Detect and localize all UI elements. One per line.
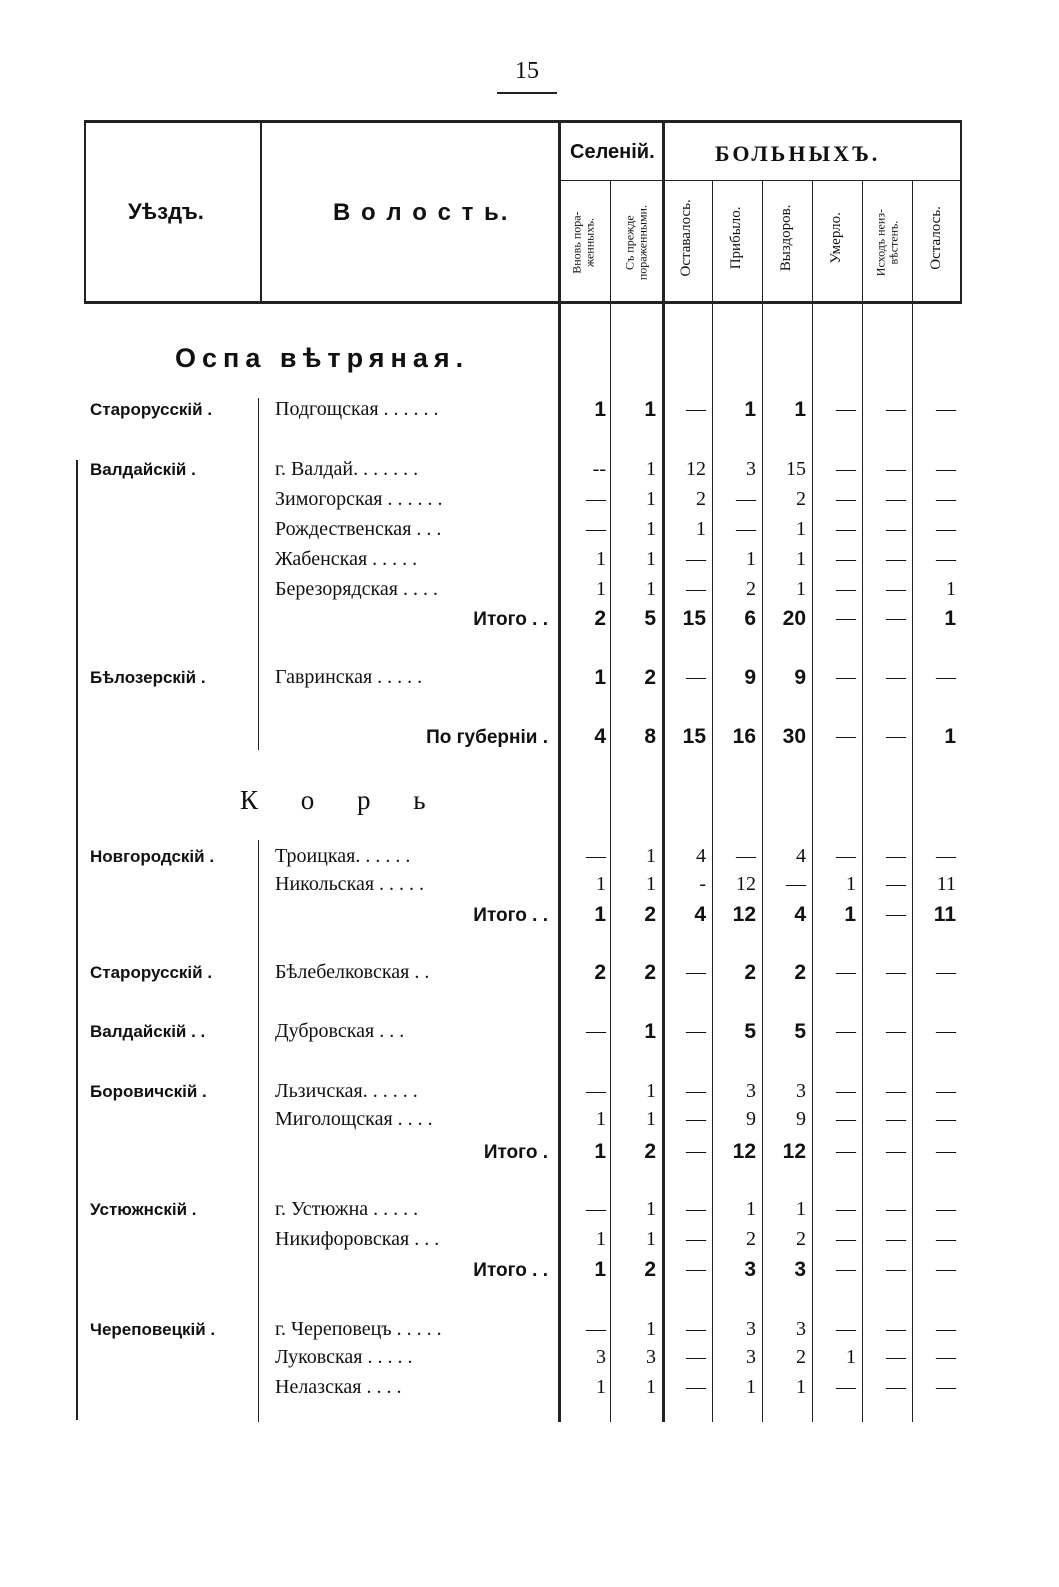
table-cell: —	[936, 1258, 956, 1280]
total-label: По губерніи .	[426, 727, 548, 748]
table-cell: —	[886, 1228, 906, 1250]
table-top-rule	[84, 120, 962, 123]
table-cell: 30	[782, 725, 806, 748]
volost-label: Дубровская . . .	[275, 1020, 405, 1042]
table-cell: —	[836, 961, 856, 983]
table-cell: —	[686, 1376, 706, 1398]
volost-label: Луковская . . . . .	[275, 1346, 413, 1368]
table-cell: 2	[644, 666, 656, 689]
table-cell: 11	[933, 903, 956, 926]
table-cell: 15	[682, 607, 706, 630]
volost-label: Никольская . . . . .	[275, 873, 425, 895]
table-cell: 1	[646, 1318, 656, 1340]
table-cell: 15	[682, 725, 706, 748]
column-header-7: Исходъ неиз- вѣстенъ.	[873, 208, 900, 277]
table-cell: —	[836, 1020, 856, 1042]
table-cell: 1	[646, 1198, 656, 1220]
table-cell: 1	[594, 903, 606, 926]
section-title-kor: К о р ь	[240, 785, 444, 815]
volost-label: Березорядская . . . .	[275, 578, 439, 600]
table-cell: —	[686, 666, 706, 688]
volost-label: Нелазская . . . .	[275, 1376, 402, 1398]
table-cell: 9	[794, 666, 806, 689]
table-cell: --	[592, 458, 606, 480]
header-volost: В о л о с т ь.	[333, 199, 510, 226]
table-cell: 1	[646, 488, 656, 510]
table-cell: —	[936, 458, 956, 480]
column-header-5: Выздоров.	[778, 204, 795, 272]
volost-label: г. Устюжна . . . . .	[275, 1198, 419, 1220]
volost-label: Никифоровская . . .	[275, 1228, 440, 1250]
table-cell: 1	[846, 1346, 856, 1368]
page-number-rule	[497, 92, 557, 94]
total-label: Итого . .	[473, 609, 548, 630]
table-cell: 4	[694, 903, 706, 926]
table-cell: 2	[696, 488, 706, 510]
column-divider	[862, 180, 863, 1422]
table-cell: —	[686, 1346, 706, 1368]
table-cell: —	[886, 1108, 906, 1130]
table-cell: 3	[796, 1080, 806, 1102]
table-cell: 2	[744, 961, 756, 984]
volost-label: Жабенская . . . . .	[275, 548, 418, 570]
table-cell: —	[586, 1080, 606, 1102]
table-cell: —	[736, 518, 756, 540]
table-cell: —	[936, 1080, 956, 1102]
table-cell: —	[686, 1198, 706, 1220]
table-cell: 3	[596, 1346, 606, 1368]
table-cell: 1	[594, 1140, 606, 1163]
table-cell: 3	[796, 1318, 806, 1340]
table-cell: 1	[696, 518, 706, 540]
table-cell: —	[836, 607, 856, 629]
column-header-8: Осталось.	[928, 206, 945, 270]
uezd-volost-divider	[260, 120, 262, 303]
section-title-ospa: Оспа вѣтряная.	[175, 343, 470, 373]
volost-data-divider	[558, 120, 561, 1422]
table-cell: 2	[644, 903, 656, 926]
table-cell: 3	[746, 458, 756, 480]
table-cell: 1	[746, 1198, 756, 1220]
table-cell: 3	[794, 1258, 806, 1281]
table-cell: —	[886, 1318, 906, 1340]
table-cell: 1	[796, 578, 806, 600]
table-cell: 1	[846, 873, 856, 895]
table-cell: 1	[796, 518, 806, 540]
column-header-1: Вновь пора- женныхъ.	[569, 211, 596, 274]
table-cell: —	[886, 1020, 906, 1042]
table-cell: 1	[596, 548, 606, 570]
volost-label: Миголощская . . . .	[275, 1108, 433, 1130]
table-cell: 12	[736, 873, 756, 895]
table-cell: 1	[744, 398, 756, 421]
table-cell: —	[886, 1080, 906, 1102]
table-cell: 1	[646, 873, 656, 895]
table-cell: —	[686, 578, 706, 600]
uezd-label: Бѣлозерскій .	[90, 668, 206, 687]
uezd-label: Новгородскій .	[90, 847, 215, 866]
column-header-4: Прибыло.	[728, 206, 745, 270]
table-cell: —	[886, 1346, 906, 1368]
table-cell: 9	[796, 1108, 806, 1130]
table-cell: —	[736, 845, 756, 867]
table-cell: —	[886, 607, 906, 629]
table-cell: —	[836, 1108, 856, 1130]
table-cell: —	[686, 1318, 706, 1340]
table-cell: 1	[646, 1228, 656, 1250]
table-cell: —	[836, 1140, 856, 1162]
table-cell: —	[936, 845, 956, 867]
table-cell: 1	[944, 607, 956, 630]
table-cell: —	[686, 1258, 706, 1280]
table-cell: 1	[644, 1020, 656, 1043]
table-cell: —	[586, 1198, 606, 1220]
table-cell: 12	[732, 903, 756, 926]
total-label: Итого .	[483, 1142, 548, 1163]
table-cell: —	[936, 1198, 956, 1220]
table-cell: 9	[746, 1108, 756, 1130]
table-cell: —	[936, 1346, 956, 1368]
volost-label: Рождественская . . .	[275, 518, 442, 540]
table-cell: —	[836, 518, 856, 540]
table-cell: —	[886, 1140, 906, 1162]
table-cell: —	[686, 548, 706, 570]
table-cell: —	[686, 398, 706, 420]
table-cell: —	[886, 518, 906, 540]
table-cell: —	[836, 1318, 856, 1340]
seleniy-rule	[560, 180, 962, 181]
table-cell: —	[886, 488, 906, 510]
table-cell: 5	[644, 607, 656, 630]
table-cell: —	[586, 1318, 606, 1340]
right-border	[960, 120, 962, 303]
table-cell: 1	[746, 1376, 756, 1398]
table-cell: 1	[646, 1080, 656, 1102]
table-cell: —	[936, 1140, 956, 1162]
table-cell: —	[936, 488, 956, 510]
table-cell: —	[886, 725, 906, 747]
table-cell: —	[936, 398, 956, 420]
table-cell: —	[836, 458, 856, 480]
table-cell: 1	[596, 1108, 606, 1130]
table-cell: —	[836, 1376, 856, 1398]
table-cell: —	[886, 1198, 906, 1220]
table-cell: —	[836, 488, 856, 510]
header-seleniy: Селеній.	[570, 141, 655, 163]
table-cell: —	[736, 488, 756, 510]
table-cell: 1	[794, 398, 806, 421]
table-cell: 1	[646, 548, 656, 570]
uezd-label: Старорусскій .	[90, 400, 213, 419]
table-cell: 8	[644, 725, 656, 748]
table-cell: 15	[786, 458, 806, 480]
table-cell: 1	[644, 398, 656, 421]
header-bottom-rule	[84, 301, 962, 304]
page-number: 15	[515, 58, 539, 84]
table-cell: 2	[746, 1228, 756, 1250]
table-cell: —	[586, 845, 606, 867]
table-cell: 11	[936, 873, 956, 895]
table-cell: 1	[594, 666, 606, 689]
table-cell: 16	[732, 725, 756, 748]
table-cell: 2	[594, 961, 606, 984]
table-cell: 2	[644, 1258, 656, 1281]
table-cell: —	[686, 1140, 706, 1162]
page-left-edge	[76, 460, 78, 1420]
table-cell: 1	[796, 548, 806, 570]
table-cell: —	[936, 548, 956, 570]
table-cell: 1	[596, 578, 606, 600]
table-cell: —	[936, 1318, 956, 1340]
table-cell: 1	[796, 1376, 806, 1398]
table-cell: 2	[796, 488, 806, 510]
table-cell: —	[836, 1228, 856, 1250]
column-divider	[610, 180, 611, 1422]
table-cell: 1	[594, 1258, 606, 1281]
uezd-label: Валдайскій .	[90, 460, 196, 479]
table-cell: 3	[746, 1318, 756, 1340]
table-cell: —	[886, 845, 906, 867]
header-uezd: Уѣздъ.	[128, 199, 204, 224]
table-cell: —	[936, 1020, 956, 1042]
volost-label: Льзичская. . . . . .	[275, 1080, 418, 1102]
table-cell: 2	[644, 1140, 656, 1163]
table-cell: 1	[946, 578, 956, 600]
column-header-2: Съ прежде пораженными.	[622, 205, 649, 281]
table-cell: —	[936, 518, 956, 540]
table-cell: —	[886, 903, 906, 925]
table-cell: 12	[732, 1140, 756, 1163]
table-cell: 1	[646, 458, 656, 480]
table-cell: 1	[596, 1228, 606, 1250]
column-header-6: Умерло.	[828, 212, 845, 264]
table-cell: —	[686, 1228, 706, 1250]
table-cell: 4	[794, 903, 806, 926]
table-cell: —	[886, 578, 906, 600]
table-cell: 12	[782, 1140, 806, 1163]
left-border	[84, 120, 86, 303]
table-cell: —	[836, 1198, 856, 1220]
table-cell: 1	[596, 873, 606, 895]
table-cell: —	[936, 1108, 956, 1130]
volost-label: г. Череповецъ . . . . .	[275, 1318, 442, 1340]
table-cell: 2	[796, 1346, 806, 1368]
table-cell: —	[586, 488, 606, 510]
uezd-label: Устюжнскій .	[90, 1200, 197, 1219]
table-cell: —	[836, 1080, 856, 1102]
table-cell: 1	[594, 398, 606, 421]
table-cell: —	[686, 1108, 706, 1130]
table-cell: —	[886, 548, 906, 570]
table-cell: —	[886, 458, 906, 480]
table-cell: —	[686, 1080, 706, 1102]
volost-label: Бѣлебелковская . .	[275, 961, 430, 983]
table-cell: —	[686, 1020, 706, 1042]
column-divider	[762, 180, 763, 1422]
column-divider	[912, 180, 913, 1422]
table-cell: 3	[646, 1346, 656, 1368]
table-cell: 2	[644, 961, 656, 984]
table-cell: 1	[646, 578, 656, 600]
table-cell: 3	[746, 1080, 756, 1102]
uezd-label: Череповецкій .	[90, 1320, 216, 1339]
table-cell: —	[836, 845, 856, 867]
uezd-label: Валдайскій . .	[90, 1022, 206, 1041]
table-cell: 9	[744, 666, 756, 689]
table-cell: —	[836, 578, 856, 600]
table-cell: 2	[796, 1228, 806, 1250]
column-divider	[712, 180, 713, 1422]
table-cell: -	[699, 873, 706, 895]
table-cell: —	[586, 1020, 606, 1042]
table-cell: 3	[744, 1258, 756, 1281]
body-left-divider	[258, 398, 259, 750]
volost-label: Гавринская . . . . .	[275, 666, 423, 688]
table-cell: 6	[744, 607, 756, 630]
uezd-label: Старорусскій .	[90, 963, 213, 982]
uezd-label: Боровичскій .	[90, 1082, 207, 1101]
table-cell: 1	[796, 1198, 806, 1220]
total-label: Итого . .	[473, 1260, 548, 1281]
table-cell: —	[886, 398, 906, 420]
header-bolnykh: БОЛЬНЫХЪ.	[715, 141, 881, 166]
table-cell: —	[886, 961, 906, 983]
table-cell: —	[936, 961, 956, 983]
table-cell: 1	[944, 725, 956, 748]
body-left-divider-2	[258, 840, 259, 1422]
volost-label: Подгощская . . . . . .	[275, 398, 439, 420]
table-cell: —	[886, 1258, 906, 1280]
table-cell: —	[836, 1258, 856, 1280]
seleniy-bolnykh-divider	[662, 120, 665, 1422]
table-cell: —	[836, 398, 856, 420]
table-cell: 1	[646, 1376, 656, 1398]
table-cell: 1	[844, 903, 856, 926]
volost-label: Зимогорская . . . . . .	[275, 488, 443, 510]
table-cell: —	[886, 666, 906, 688]
table-cell: 4	[696, 845, 706, 867]
table-cell: —	[786, 873, 806, 895]
table-cell: 5	[744, 1020, 756, 1043]
table-cell: —	[586, 518, 606, 540]
table-cell: 2	[746, 578, 756, 600]
column-header-3: Оставалось.	[678, 199, 695, 277]
table-cell: —	[836, 725, 856, 747]
table-cell: —	[886, 873, 906, 895]
table-cell: 4	[594, 725, 606, 748]
table-cell: 1	[646, 1108, 656, 1130]
column-divider	[812, 180, 813, 1422]
table-cell: 20	[782, 607, 806, 630]
table-cell: 3	[746, 1346, 756, 1368]
table-cell: —	[936, 1376, 956, 1398]
total-label: Итого . .	[473, 905, 548, 926]
table-cell: 4	[796, 845, 806, 867]
table-cell: —	[836, 548, 856, 570]
table-cell: 1	[646, 845, 656, 867]
table-cell: —	[936, 1228, 956, 1250]
table-cell: 1	[646, 518, 656, 540]
volost-label: Троицкая. . . . . .	[275, 845, 411, 867]
volost-label: г. Валдай. . . . . . .	[275, 458, 419, 480]
table-cell: 5	[794, 1020, 806, 1043]
table-cell: —	[686, 961, 706, 983]
table-cell: 2	[794, 961, 806, 984]
table-cell: —	[836, 666, 856, 688]
table-cell: —	[886, 1376, 906, 1398]
table-cell: 1	[596, 1376, 606, 1398]
table-cell: 12	[686, 458, 706, 480]
table-cell: 2	[594, 607, 606, 630]
table-cell: 1	[746, 548, 756, 570]
table-cell: —	[936, 666, 956, 688]
